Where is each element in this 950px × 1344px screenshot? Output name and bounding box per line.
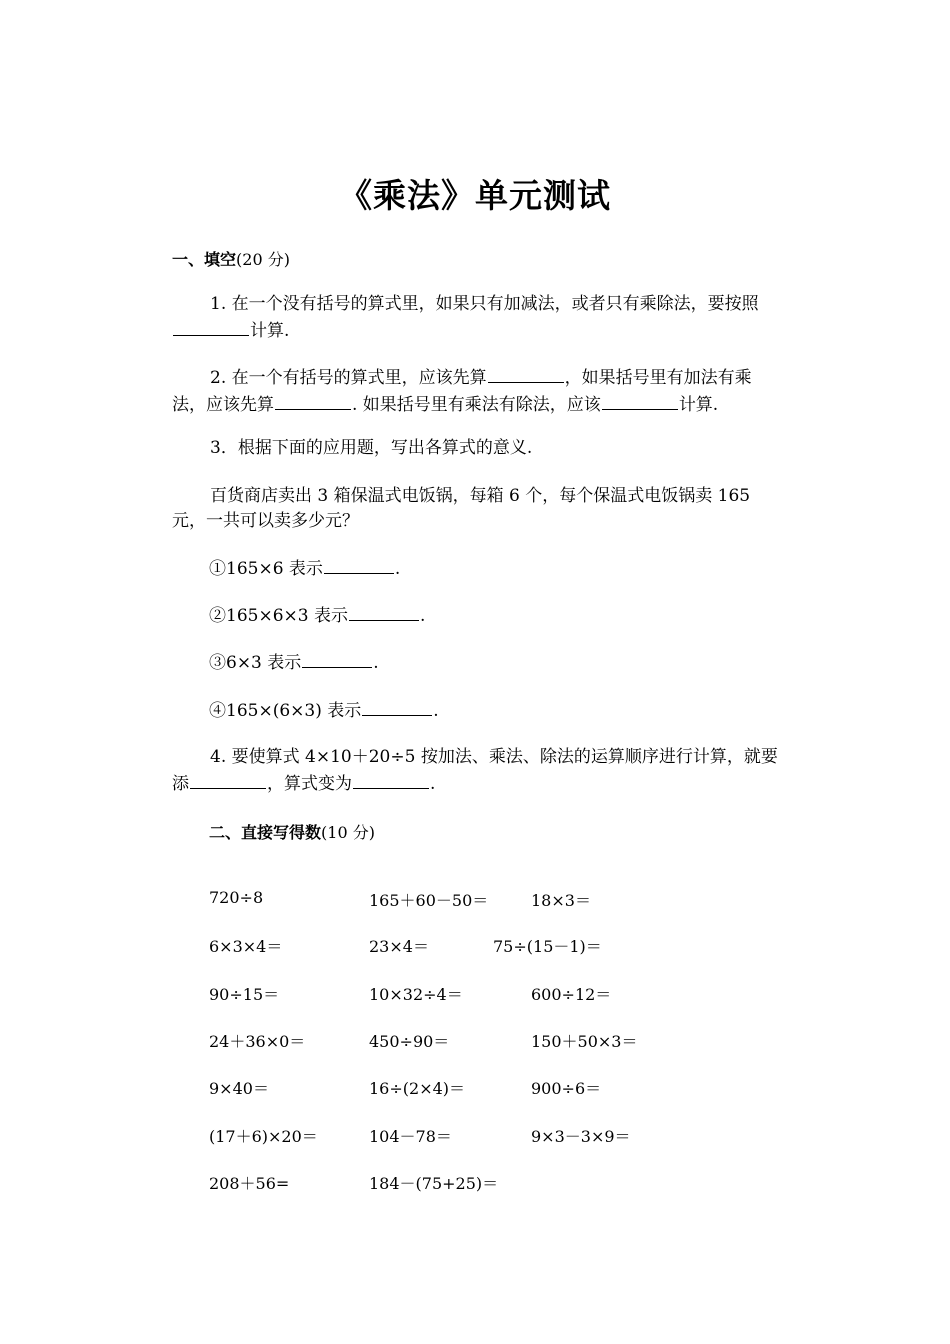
calc-item: 184－(75+25)＝: [369, 1174, 499, 1193]
q2-text-2: ，如果括号里有加法有乘法，应该先算: [172, 368, 752, 415]
q3-item-blank[interactable]: [302, 649, 372, 668]
q3-item-blank[interactable]: [324, 555, 394, 574]
q3-item-label: ③6×3 表示: [209, 653, 302, 673]
calc-item: 23×4＝: [369, 937, 429, 956]
q3-item-label: ④165×(6×3) 表示: [209, 701, 362, 721]
page-title: 《乘法》单元测试: [339, 176, 611, 215]
q1-text: 1. 在一个没有括号的算式里，如果只有加减法，或者只有乘除法，要按照: [210, 294, 759, 314]
question-3-problem: 百货商店卖出 3 箱保温式电饭锅，每箱 6 个，每个保温式电饭锅卖 165 元，一共可以卖多少元？: [172, 486, 751, 531]
section-1-title: 一、填空: [172, 250, 237, 269]
q2-text: 2. 在一个有括号的算式里，应该先算: [210, 368, 487, 388]
section-2-title: 二、直接写得数: [209, 823, 322, 842]
section-1-heading: [172, 247, 290, 270]
calc-item: 450÷90＝: [369, 1032, 450, 1051]
q2-blank-3[interactable]: [602, 391, 678, 410]
calc-item: 165＋60－50＝: [369, 891, 489, 910]
q3-item-blank[interactable]: [362, 697, 432, 716]
q4-blank-1[interactable]: [190, 770, 266, 789]
calc-item: 9×3－3×9＝: [531, 1127, 631, 1146]
q3-item-blank[interactable]: [349, 602, 419, 621]
question-2: [172, 364, 784, 418]
q1-text-end: 计算.: [250, 321, 290, 341]
calc-item: 900÷6＝: [531, 1079, 602, 1098]
section-2-points: (10 分): [321, 823, 375, 842]
q4-text: 4. 要使算式 4×10＋20÷5 按加法、乘法、除法的运算顺序进行计算，就要添: [172, 747, 778, 794]
question-1: [172, 292, 784, 344]
section-2-heading: [209, 820, 375, 843]
q3-item-end: .: [419, 606, 426, 626]
q1-blank[interactable]: [173, 317, 249, 336]
q4-text-end: .: [430, 774, 436, 794]
q3-item-3: [209, 649, 379, 676]
q3-item-label: ①165×6 表示: [209, 559, 323, 579]
calc-item: 18×3＝: [531, 891, 591, 910]
calc-item: 16÷(2×4)＝: [369, 1079, 466, 1098]
q2-text-3: . 如果括号里有乘法有除法，应该: [352, 395, 601, 415]
calc-item: (17＋6)×20＝: [209, 1127, 318, 1146]
calc-item: 9×40＝: [209, 1079, 269, 1098]
calc-item: 104－78＝: [369, 1127, 452, 1146]
calc-item: 150＋50×3＝: [531, 1032, 638, 1051]
q3-item-end: .: [394, 559, 401, 579]
q3-item-label: ②165×6×3 表示: [209, 606, 348, 626]
calc-item: 24＋36×0＝: [209, 1032, 306, 1051]
calc-item: 10×32÷4＝: [369, 985, 463, 1004]
calc-item: 720÷8: [209, 888, 264, 907]
calc-item: 90÷15＝: [209, 985, 280, 1004]
calc-item: 600÷12＝: [531, 985, 612, 1004]
q2-blank-1[interactable]: [488, 364, 564, 383]
q3-item-1: [209, 555, 400, 582]
q4-text-2: ，算式变为: [267, 774, 352, 794]
question-3: 3．根据下面的应用题，写出各算式的意义.: [210, 438, 533, 458]
q3-item-end: .: [373, 653, 379, 673]
q3-item-2: [209, 602, 425, 629]
calc-item: 75÷(15－1)＝: [493, 937, 602, 956]
calc-item: 6×3×4＝: [209, 937, 283, 956]
calc-item: 208＋56=: [209, 1174, 290, 1193]
question-4: [172, 745, 784, 797]
q3-item-end: .: [433, 701, 439, 721]
section-1-points: (20 分): [236, 250, 290, 269]
q2-text-end: 计算.: [678, 395, 719, 415]
q2-blank-2[interactable]: [275, 391, 351, 410]
q4-blank-2[interactable]: [353, 770, 429, 789]
q3-item-4: [209, 697, 439, 724]
